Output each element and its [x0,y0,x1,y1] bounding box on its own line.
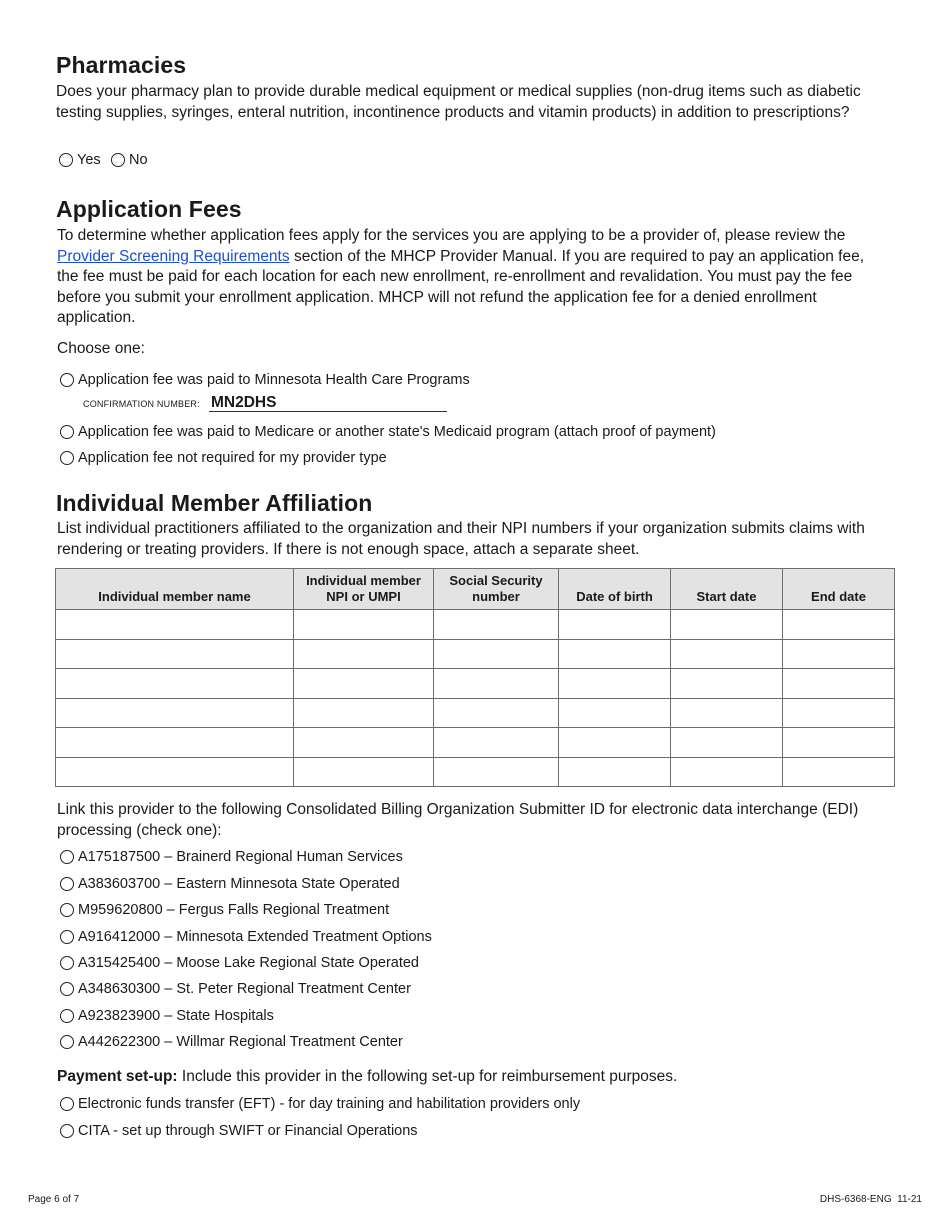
no-label: No [129,152,148,168]
table-cell[interactable] [434,757,559,787]
fee-paid-medicare-radio[interactable] [60,425,74,439]
table-cell[interactable] [559,639,671,669]
billing-option-label: A383603700 – Eastern Minnesota State Operated [78,876,400,892]
table-cell[interactable] [434,639,559,669]
column-header-ssn: Social Security number [434,569,559,610]
column-header-name: Individual member name [56,569,294,610]
billing-radio[interactable] [60,1035,74,1049]
page-number: Page 6 of 7 [28,1194,80,1205]
table-cell[interactable] [434,669,559,699]
table-row [56,610,895,640]
table-row [56,639,895,669]
billing-radio[interactable] [60,982,74,996]
fee-not-required-radio[interactable] [60,451,74,465]
table-cell[interactable] [671,728,783,758]
table-cell[interactable] [671,757,783,787]
application-fees-heading: Application Fees [56,196,242,222]
billing-option-label: M959620800 – Fergus Falls Regional Treatment [78,902,390,918]
table-cell[interactable] [294,757,434,787]
intro-after-link: section of the MHCP Provider Manual. If you are required to pay an application fee, the fee must be paid for each location for each new enrollment, re-enrollment and revalidation. You must pay the fee before you submit your enrollment application. MHCP will not refund the application fee for a denied enrollment application. [57,247,865,326]
table-cell[interactable] [783,669,895,699]
payment-eft-label: Electronic funds transfer (EFT) - for day training and habilitation providers only [78,1096,581,1112]
billing-radio[interactable] [60,877,74,891]
column-header-npi: Individual member NPI or UMPI [294,569,434,610]
table-cell[interactable] [56,639,294,669]
table-cell[interactable] [56,728,294,758]
fee-paid-medicare-label: Application fee was paid to Medicare or another state's Medicaid program (attach proof of payment) [78,424,716,440]
table-cell[interactable] [56,757,294,787]
billing-option-label: A175187500 – Brainerd Regional Human Services [78,849,403,865]
pharmacies-heading: Pharmacies [56,52,187,78]
table-cell[interactable] [56,698,294,728]
table-cell[interactable] [559,728,671,758]
table-cell[interactable] [783,639,895,669]
billing-option[interactable] [60,873,400,895]
pharmacies-yes-option[interactable] [59,149,101,171]
table-cell[interactable] [559,669,671,699]
billing-option[interactable] [60,899,389,921]
table-cell[interactable] [56,610,294,640]
billing-option[interactable] [60,952,419,974]
choose-one-label: Choose one: [57,340,145,357]
billing-radio[interactable] [60,903,74,917]
billing-option-label: A442622300 – Willmar Regional Treatment Center [78,1034,403,1050]
table-row [56,757,895,787]
affiliation-heading: Individual Member Affiliation [56,490,373,516]
table-cell[interactable] [671,698,783,728]
table-cell[interactable] [783,728,895,758]
billing-option[interactable] [60,1031,403,1053]
billing-radio[interactable] [60,930,74,944]
table-cell[interactable] [671,639,783,669]
billing-option-label: A348630300 – St. Peter Regional Treatment Center [78,981,411,997]
table-cell[interactable] [783,610,895,640]
table-cell[interactable] [434,698,559,728]
column-header-start-date: Start date [671,569,783,610]
application-fees-intro [57,226,887,329]
table-cell[interactable] [671,669,783,699]
yes-radio[interactable] [59,153,73,167]
table-row [56,698,895,728]
table-cell[interactable] [671,610,783,640]
payment-intro [57,1067,677,1088]
table-cell[interactable] [783,757,895,787]
payment-cita-label: CITA - set up through SWIFT or Financial Operations [78,1123,418,1139]
intro-before-link: To determine whether application fees apply for the services you are applying to be a provider of, please review the [57,227,846,244]
no-radio[interactable] [111,153,125,167]
member-table [55,568,895,787]
payment-setup-label: Payment set-up: [57,1068,178,1085]
form-id: DHS-6368-ENG 11-21 [819,1194,922,1205]
table-cell[interactable] [559,757,671,787]
billing-option[interactable] [60,846,403,868]
table-cell[interactable] [294,639,434,669]
billing-radio[interactable] [60,1009,74,1023]
billing-option[interactable] [60,1005,274,1027]
table-cell[interactable] [559,610,671,640]
confirmation-number-label: CONFIRMATION NUMBER: [83,399,200,409]
billing-option[interactable] [60,926,432,948]
payment-cita-radio[interactable] [60,1124,74,1138]
member-table-header-row [56,569,895,610]
table-cell[interactable] [434,610,559,640]
payment-setup-text: Include this provider in the following set-up for reimbursement purposes. [177,1068,678,1085]
table-cell[interactable] [559,698,671,728]
provider-screening-link[interactable]: Provider Screening Requirements [57,247,290,265]
table-cell[interactable] [56,669,294,699]
payment-eft-radio[interactable] [60,1097,74,1111]
table-cell[interactable] [294,610,434,640]
fee-paid-medicare-option[interactable] [60,421,716,443]
pharmacies-no-option[interactable] [111,149,148,171]
payment-eft-option[interactable] [60,1093,580,1115]
fee-not-required-label: Application fee not required for my provider type [78,450,387,466]
payment-cita-option[interactable] [60,1120,418,1142]
table-cell[interactable] [783,698,895,728]
fee-paid-mhcp-label: Application fee was paid to Minnesota Health Care Programs [78,372,470,388]
table-cell[interactable] [294,698,434,728]
table-cell[interactable] [434,728,559,758]
column-header-dob: Date of birth [559,569,671,610]
fee-paid-mhcp-radio[interactable] [60,373,74,387]
affiliation-intro: List individual practitioners affiliated to the organization and their NPI numbers if your organization submits claims with rendering or treating providers. If there is not enough space, attach a separate sheet. [57,520,865,558]
billing-option-label: A315425400 – Moose Lake Regional State Operated [78,955,419,971]
fee-not-required-option[interactable] [60,447,387,469]
table-row [56,728,895,758]
confirmation-number-field[interactable]: MN2DHS [209,394,447,412]
column-header-end-date: End date [783,569,895,610]
billing-option-label: A923823900 – State Hospitals [78,1008,274,1024]
table-cell[interactable] [294,728,434,758]
billing-radio[interactable] [60,850,74,864]
table-cell[interactable] [294,669,434,699]
billing-intro: Link this provider to the following Consolidated Billing Organization Submitter ID for electronic data interchange (EDI) processing (check one): [57,801,859,839]
yes-label: Yes [77,152,101,168]
pharmacies-question: Does your pharmacy plan to provide durable medical equipment or medical supplies (non-drug items such as diabetic testing supplies, syringes, enteral nutrition, incontinence products and vitamin products) in addition to prescriptions? [56,83,861,121]
billing-option-label: A916412000 – Minnesota Extended Treatment Options [78,929,432,945]
billing-radio[interactable] [60,956,74,970]
fee-paid-mhcp-option[interactable] [60,369,470,391]
table-row [56,669,895,699]
billing-option[interactable] [60,978,411,1000]
